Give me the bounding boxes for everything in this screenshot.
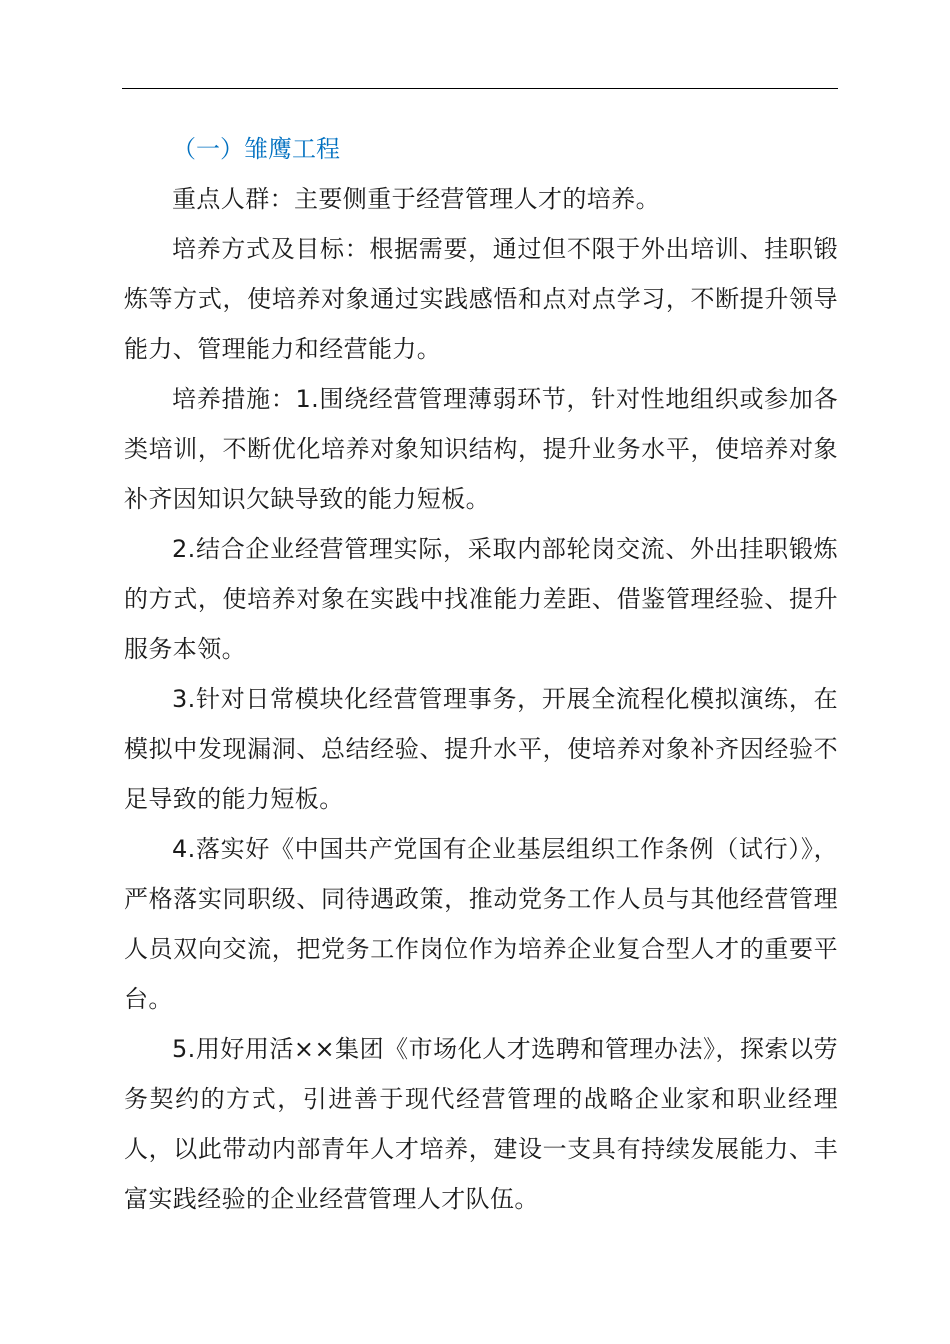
paragraph-key-group: 重点人群：主要侧重于经营管理人才的培养。 (172, 185, 660, 213)
paragraph-measure-5: 5.用好用活××集团《市场化人才选聘和管理办法》，探索以劳务契约的方式，引进善于现代经营管理的战略企业家和职业经理人，以此带动内部青年人才培养，建设一支具有持续发展能力、丰富实践经验的企业经营管理人才队伍。 (124, 1035, 838, 1213)
paragraph-measure-3: 3.针对日常模块化经营管理事务，开展全流程化模拟演练，在模拟中发现漏洞、总结经验、提升水平，使培养对象补齐因经验不足导致的能力短板。 (124, 685, 838, 813)
paragraph-measure-1: 培养措施：1.围绕经营管理薄弱环节，针对性地组织或参加各类培训，不断优化培养对象知识结构，提升业务水平，使培养对象补齐因知识欠缺导致的能力短板。 (124, 385, 838, 513)
document-body (124, 124, 838, 1224)
header-rule (122, 88, 838, 89)
paragraph-measure-4: 4.落实好《中国共产党国有企业基层组织工作条例（试行）》，严格落实同职级、同待遇政策，推动党务工作人员与其他经营管理人员双向交流，把党务工作岗位作为培养企业复合型人才的重要平台。 (124, 835, 838, 1013)
paragraph-method-goal: 培养方式及目标：根据需要，通过但不限于外出培训、挂职锻炼等方式，使培养对象通过实践感悟和点对点学习，不断提升领导能力、管理能力和经营能力。 (124, 235, 838, 363)
section-heading: （一）雏鹰工程 (172, 135, 340, 163)
paragraph-measure-2: 2.结合企业经营管理实际，采取内部轮岗交流、外出挂职锻炼的方式，使培养对象在实践中找准能力差距、借鉴管理经验、提升服务本领。 (124, 535, 838, 663)
